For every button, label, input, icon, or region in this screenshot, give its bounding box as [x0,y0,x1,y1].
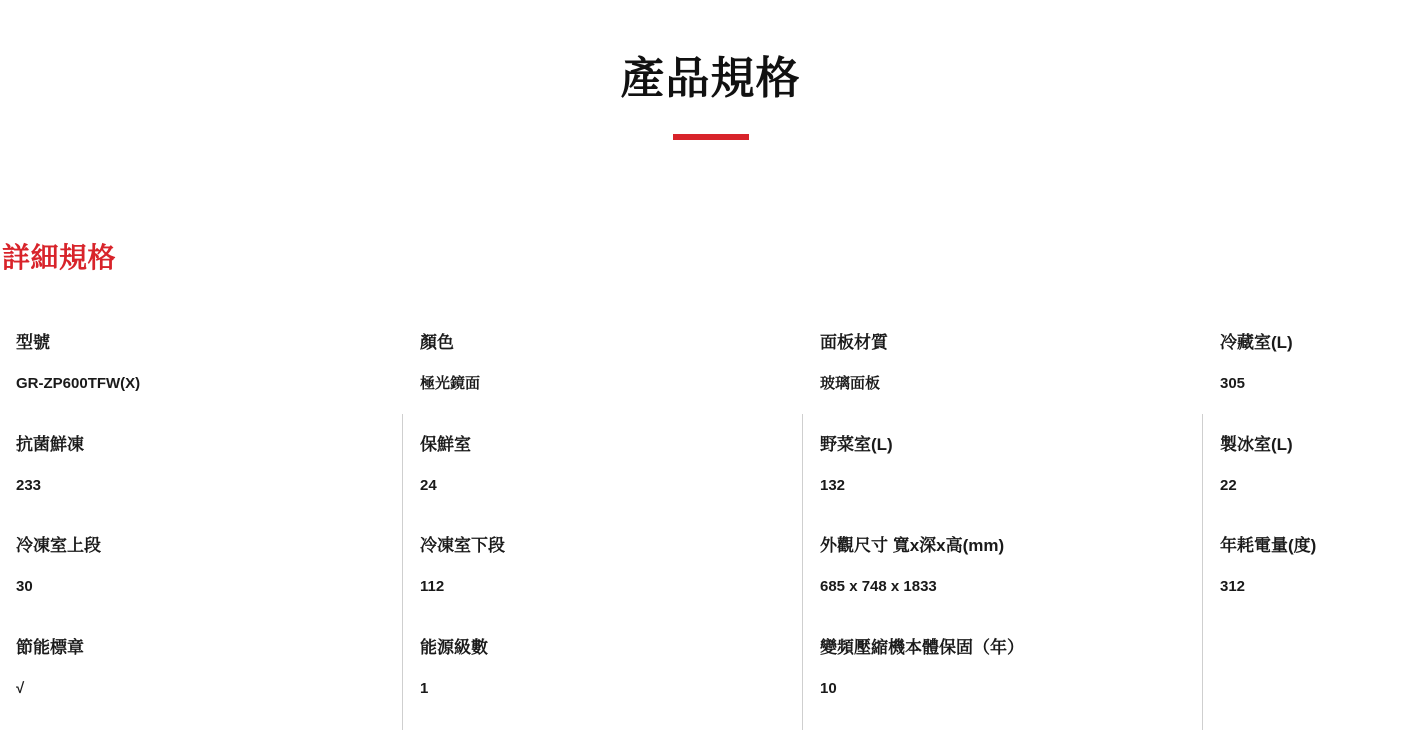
spec-item [0,318,402,420]
spec-value: 24 [420,476,437,494]
spec-label: 冷凍室下段 [420,536,505,556]
spec-value: 233 [16,476,42,494]
spec-item [802,318,1202,420]
spec-label: 野菜室(L) [820,434,893,454]
page-title: 產品規格 [620,54,801,103]
spec-label: 外觀尺寸 寬x深x高(mm) [820,536,1005,556]
spec-label: 冷藏室(L) [1220,333,1293,352]
spec-label: 能源級數 [420,637,488,657]
spec-label: 節能標章 [16,637,84,657]
spec-value: 685 x 748 x 1833 [820,578,937,596]
spec-item [402,318,802,420]
spec-value: 極光鏡面 [420,375,481,393]
spec-label: 年耗電量(度) [1220,536,1317,556]
spec-item [402,521,802,623]
spec-label: 面板材質 [820,333,888,352]
spec-item [0,623,402,725]
spec-item [0,420,402,522]
spec-value: 1 [420,679,429,697]
spec-label: 抗菌鮮凍 [16,434,84,454]
spec-item [802,420,1202,522]
spec-item [1202,420,1421,522]
specifications-table [0,318,1421,724]
spec-label: 變頻壓縮機本體保固（年） [820,637,1024,657]
spec-item [802,623,1202,725]
spec-item [802,521,1202,623]
spec-value: 312 [1220,578,1246,596]
spec-item [0,521,402,623]
spec-item [1202,623,1421,725]
spec-value: 112 [420,578,445,596]
spec-value: 22 [1220,476,1237,494]
spec-item [402,420,802,522]
spec-label: 冷凍室上段 [16,536,101,556]
spec-label: 型號 [16,333,50,352]
section-title-detailed-specs: 詳細規格 [2,242,117,273]
spec-value: 30 [16,578,33,596]
spec-label: 製冰室(L) [1220,434,1293,454]
spec-value: 305 [1220,375,1246,393]
spec-value: 玻璃面板 [820,375,881,393]
spec-value: GR-ZP600TFW(X) [16,375,141,393]
spec-label: 顏色 [420,333,454,352]
spec-item [402,623,802,725]
spec-label: 保鮮室 [420,434,471,454]
spec-value: √ [16,679,25,697]
spec-value: 132 [820,476,846,494]
spec-item [1202,521,1421,623]
spec-value: 10 [820,679,837,697]
spec-item [1202,318,1421,420]
